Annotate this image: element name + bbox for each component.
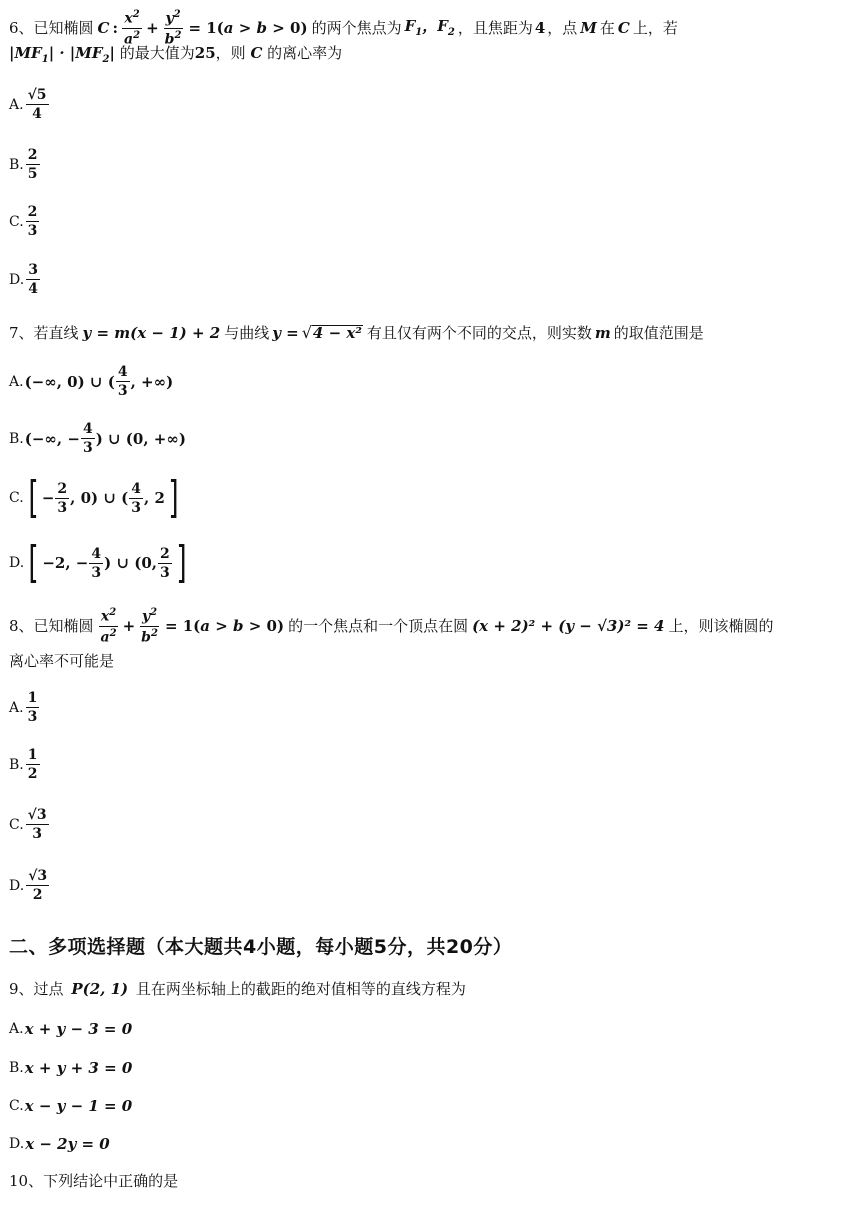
q7-option-d[interactable]: D. [ −2, − $\frac{4}{3}$ ) ∪ (0, $\frac{2}{3}$ ] xyxy=(9,537,187,588)
q7-text-mid1: 与曲线 xyxy=(224,323,270,342)
q6-focal: 4 xyxy=(534,18,546,37)
option-tag: A. xyxy=(9,96,24,113)
frac-den: 3 xyxy=(32,826,43,842)
q8-text-mid1: 的一个焦点和一个顶点在圆 xyxy=(288,616,469,635)
q7-number: 7、若直线 xyxy=(9,323,79,342)
q6-number: 6、已知椭圆 xyxy=(9,18,94,37)
q7-option-b[interactable]: B. (−∞, − $\frac{4}{3}$ ) ∪ (0, +∞) xyxy=(9,421,186,456)
q7-text-mid2: 有且仅有两个不同的交点，则实数 xyxy=(366,323,592,342)
section-heading: 二、多项选择题（本大题共4小题，每小题5分，共20分） xyxy=(9,936,513,958)
option-tag: C. xyxy=(9,490,24,506)
frac-num: 1 xyxy=(27,747,38,763)
q6-line2-mid: 的最大值为 xyxy=(119,44,195,62)
q6-point-m: M xyxy=(580,18,597,37)
option-eq: x − y − 1 = 0 xyxy=(24,1097,133,1115)
q6-line2-tail: 的离心率为 xyxy=(267,44,343,62)
q9-option-b[interactable] xyxy=(9,1059,132,1077)
frac-den: 5 xyxy=(27,166,38,182)
option-tag: D. xyxy=(9,877,25,894)
frac-num: 2 xyxy=(27,147,38,163)
q6-max: 25 xyxy=(194,44,216,62)
frac-den: 3 xyxy=(27,223,38,239)
option-tag: B. xyxy=(9,430,24,447)
q6-text-mid3: ，点 xyxy=(547,18,578,37)
option-tag: D. xyxy=(9,555,25,571)
q7-curve-sqrt: √ 4 − x² xyxy=(301,323,362,342)
q6-frac-x: $\frac{x^2}{a^2}$ xyxy=(124,9,141,48)
q7-m: m xyxy=(594,323,611,342)
frac-num: 2 xyxy=(27,204,38,220)
option-tag: C. xyxy=(9,213,24,230)
frac-num: √3 xyxy=(28,868,48,884)
option-tag: A. xyxy=(9,1021,24,1037)
q6-c: C xyxy=(617,18,630,37)
q7-curve-pre: y = xyxy=(272,323,299,342)
q6-option-b[interactable] xyxy=(9,148,41,181)
frac-den: 3 xyxy=(27,709,38,725)
q6-option-c[interactable] xyxy=(9,205,40,238)
q8-option-b[interactable] xyxy=(9,748,41,781)
q7-line-eq: y = m(x − 1) + 2 xyxy=(82,323,221,342)
q7-line1 xyxy=(9,325,704,342)
frac-den: 4 xyxy=(28,281,38,297)
q7-text-tail: 的取值范围是 xyxy=(613,323,704,342)
q8-number: 8、已知椭圆 xyxy=(9,616,94,635)
option-tag: B. xyxy=(9,1060,24,1076)
option-tag: C. xyxy=(9,816,24,833)
q6-option-d[interactable] xyxy=(9,263,41,296)
option-tag: B. xyxy=(9,756,24,773)
frac-num: √5 xyxy=(27,87,47,103)
option-eq: x + y − 3 = 0 xyxy=(24,1020,133,1038)
option-tag: D. xyxy=(9,271,25,288)
q8-circle-eq: (x + 2)² + (y − √3)² = 4 xyxy=(472,616,665,635)
q6-line1: 6、已知椭圆 C : $\frac{x^2}{a^2}$ + $\frac{y^2}{b^2}$ = 1(a > b > 0) 的两个焦点为 $F_1$，$F_2$ ，且焦距为 4 ，点 M 在 C 上，若 xyxy=(9,9,678,48)
q6-frac-y: $\frac{y^2}{b^2}$ xyxy=(164,9,182,48)
frac-den: 2 xyxy=(27,766,38,782)
option-eq: x − 2y = 0 xyxy=(25,1135,110,1153)
q8-option-c[interactable] xyxy=(9,808,50,841)
q8-line1: 8、已知椭圆 $\frac{x^2}{a^2}$ + $\frac{y^2}{b^2}$ = 1(a > b > 0) 的一个焦点和一个顶点在圆 (x + 2)² + (y − √3)² = 4 上，则该椭圆的 xyxy=(9,607,774,646)
q9-option-a[interactable] xyxy=(9,1020,132,1038)
q8-option-a[interactable] xyxy=(9,691,40,724)
option-tag: D. xyxy=(9,1136,25,1152)
frac-num: 1 xyxy=(27,690,38,706)
frac-den: 4 xyxy=(32,106,42,122)
q9-point: P(2, 1) xyxy=(71,980,129,998)
q6-text-mid4: 在 xyxy=(599,18,615,37)
q8-option-d[interactable] xyxy=(9,869,50,902)
q7-curve-rad: 4 − x² xyxy=(312,324,362,342)
option-tag: C. xyxy=(9,1098,24,1114)
frac-num: 3 xyxy=(28,262,38,278)
q7-option-c[interactable]: C. [ − $\frac{2}{3}$ , 0) ∪ ( $\frac{4}{3}$ , 2 ] xyxy=(9,472,179,523)
option-eq: x + y + 3 = 0 xyxy=(24,1059,133,1077)
q9-text-tail: 且在两坐标轴上的截距的绝对值相等的直线方程为 xyxy=(135,980,466,998)
frac-num: √3 xyxy=(27,807,47,823)
q6-text-mid1: 的两个焦点为 xyxy=(311,18,402,37)
q9-option-d[interactable] xyxy=(9,1135,110,1153)
q9-number: 9、过点 xyxy=(9,980,64,998)
q6-text-mid5: 上，若 xyxy=(632,18,678,37)
q8-text-mid2: 上，则该椭圆的 xyxy=(668,616,774,635)
option-tag: A. xyxy=(9,373,24,390)
q8-line2: 离心率不可能是 xyxy=(9,652,115,670)
q10-line1: 10、下列结论中正确的是 xyxy=(9,1172,179,1190)
q9-line1 xyxy=(9,982,466,997)
q6-line2-end: ，则 xyxy=(215,44,246,62)
frac-den: 2 xyxy=(32,887,43,903)
option-tag: A. xyxy=(9,699,24,716)
q6-option-a[interactable] xyxy=(9,88,50,121)
q9-option-c[interactable] xyxy=(9,1097,132,1115)
q6-text-mid2: ，且焦距为 xyxy=(457,18,533,37)
q6-line2: $|MF_1| \cdot |MF_2|$ 的最大值为25，则 C 的离心率为 xyxy=(9,44,343,65)
q7-option-a[interactable]: A. (−∞, 0) ∪ ( $\frac{4}{3}$ , +∞) xyxy=(9,364,174,399)
option-tag: B. xyxy=(9,156,24,173)
